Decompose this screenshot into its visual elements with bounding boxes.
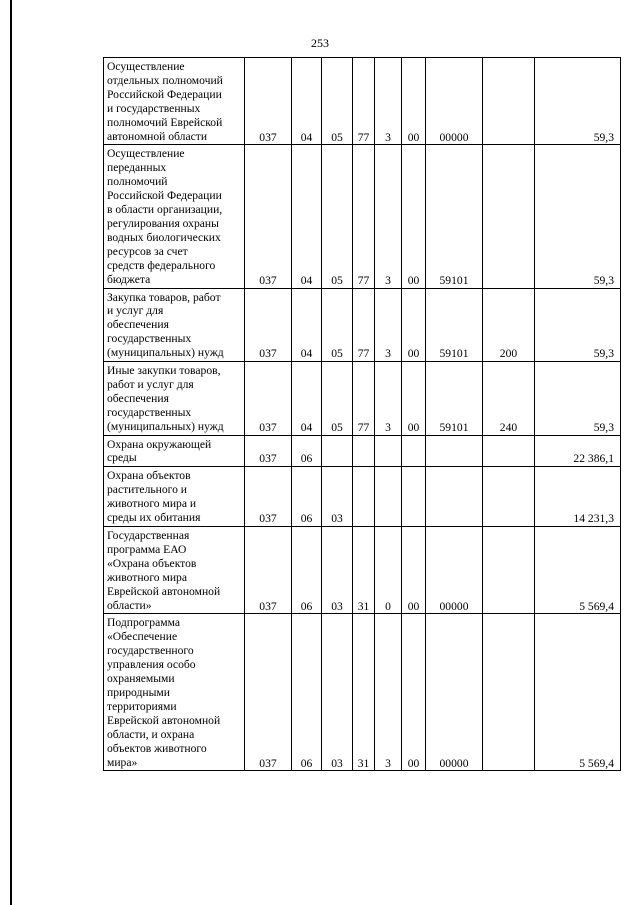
section-code-cell: 06 xyxy=(292,467,322,527)
event-code-cell: 00 xyxy=(402,145,426,288)
item-name-line: области, и охрана xyxy=(107,727,195,741)
expense-type-cell xyxy=(483,527,535,614)
table-row xyxy=(104,288,621,362)
item-name-cell xyxy=(104,145,245,288)
item-name-line: Иные закупки товаров, xyxy=(107,364,221,378)
ministry-code-cell: 037 xyxy=(245,362,292,436)
item-name-line: полномочий xyxy=(107,175,168,189)
item-name-line: средств федерального xyxy=(107,258,216,272)
subprogram-code-cell: 3 xyxy=(375,288,402,362)
item-name-line: работ и услуг для xyxy=(107,377,194,391)
item-name-line: Осуществление xyxy=(107,60,185,73)
subprogram-code-cell: 3 xyxy=(375,58,402,145)
amount-cell: 59,3 xyxy=(535,145,621,288)
item-name-line: Еврейской автономной xyxy=(107,713,221,727)
event-code-cell: 00 xyxy=(402,362,426,436)
item-name-line: среды xyxy=(107,451,137,465)
item-name-line: (муниципальных) нужд xyxy=(107,346,224,360)
item-name-line: управления особо xyxy=(107,658,196,672)
ministry-code-cell: 037 xyxy=(245,288,292,362)
table-row xyxy=(104,58,621,145)
item-name-line: объектов животного xyxy=(107,741,207,755)
event-code-cell: 00 xyxy=(402,527,426,614)
item-name-cell xyxy=(104,58,245,145)
subsection-code-cell: 03 xyxy=(322,467,353,527)
amount-cell: 14 231,3 xyxy=(535,467,621,527)
expense-type-cell xyxy=(483,435,535,467)
program-code-cell: 77 xyxy=(353,58,375,145)
item-name-line: регулирования охраны xyxy=(107,216,219,230)
subsection-code-cell: 03 xyxy=(322,614,353,771)
item-name-line: Охрана окружающей xyxy=(107,437,212,451)
section-code-cell: 04 xyxy=(292,145,322,288)
direction-code-cell xyxy=(426,435,483,467)
amount-cell: 59,3 xyxy=(535,362,621,436)
subsection-code-cell: 05 xyxy=(322,145,353,288)
subsection-code-cell xyxy=(322,435,353,467)
item-name-line: области» xyxy=(107,598,152,612)
subprogram-code-cell: 0 xyxy=(375,527,402,614)
subsection-code-cell: 05 xyxy=(322,362,353,436)
event-code-cell: 00 xyxy=(402,288,426,362)
item-name-line: территориями xyxy=(107,699,177,713)
item-name-line: отдельных полномочий xyxy=(107,73,223,87)
expense-type-cell xyxy=(483,145,535,288)
item-name-line: природными xyxy=(107,685,170,699)
section-code-cell: 06 xyxy=(292,614,322,771)
section-code-cell: 04 xyxy=(292,58,322,145)
item-name-line: животного мира и xyxy=(107,497,197,511)
item-name-line: Еврейской автономной xyxy=(107,584,221,598)
amount-cell: 59,3 xyxy=(535,288,621,362)
item-name-cell xyxy=(104,435,245,467)
program-code-cell: 31 xyxy=(353,527,375,614)
ministry-code-cell: 037 xyxy=(245,467,292,527)
event-code-cell xyxy=(402,435,426,467)
expense-type-cell: 240 xyxy=(483,362,535,436)
item-name-line: программа ЕАО xyxy=(107,542,187,556)
left-margin-rule xyxy=(10,0,12,905)
item-name-line: автономной области xyxy=(107,129,208,143)
table-row xyxy=(104,435,621,467)
program-code-cell: 77 xyxy=(353,362,375,436)
item-name-line: растительного и xyxy=(107,483,188,497)
item-name-line: обеспечения xyxy=(107,391,169,405)
budget-table xyxy=(103,57,621,771)
amount-cell: 5 569,4 xyxy=(535,614,621,771)
event-code-cell: 00 xyxy=(402,614,426,771)
program-code-cell: 31 xyxy=(353,614,375,771)
direction-code-cell: 59101 xyxy=(426,362,483,436)
ministry-code-cell: 037 xyxy=(245,614,292,771)
item-name-line: полномочий Еврейской xyxy=(107,115,223,129)
direction-code-cell: 00000 xyxy=(426,527,483,614)
item-name-cell xyxy=(104,467,245,527)
subsection-code-cell: 05 xyxy=(322,58,353,145)
item-name-line: охраняемыми xyxy=(107,672,175,686)
program-code-cell xyxy=(353,467,375,527)
item-name-line: в области организации, xyxy=(107,203,223,217)
table-row xyxy=(104,145,621,288)
ministry-code-cell: 037 xyxy=(245,527,292,614)
table-row xyxy=(104,362,621,436)
amount-cell: 5 569,4 xyxy=(535,527,621,614)
item-name-line: ресурсов за счет xyxy=(107,244,188,258)
program-code-cell xyxy=(353,435,375,467)
subprogram-code-cell: 3 xyxy=(375,614,402,771)
subsection-code-cell: 03 xyxy=(322,527,353,614)
section-code-cell: 06 xyxy=(292,527,322,614)
item-name-cell xyxy=(104,527,245,614)
amount-cell: 59,3 xyxy=(535,58,621,145)
item-name-line: «Обеспечение xyxy=(107,630,178,644)
item-name-cell xyxy=(104,614,245,771)
event-code-cell: 00 xyxy=(402,58,426,145)
item-name-line: Российской Федерации xyxy=(107,189,222,203)
table-row xyxy=(104,614,621,771)
direction-code-cell: 00000 xyxy=(426,58,483,145)
direction-code-cell: 59101 xyxy=(426,288,483,362)
item-name-line: мира» xyxy=(107,755,138,769)
page-number: 253 xyxy=(311,36,329,50)
section-code-cell: 04 xyxy=(292,288,322,362)
table-body xyxy=(104,58,621,771)
direction-code-cell: 59101 xyxy=(426,145,483,288)
expense-type-cell xyxy=(483,467,535,527)
item-name-line: водных биологических xyxy=(107,230,221,244)
expense-type-cell: 200 xyxy=(483,288,535,362)
subprogram-code-cell xyxy=(375,467,402,527)
item-name-line: «Охрана объектов xyxy=(107,556,197,570)
item-name-line: государственного xyxy=(107,644,194,658)
item-name-line: среды их обитания xyxy=(107,511,201,525)
item-name-cell xyxy=(104,362,245,436)
item-name-line: бюджета xyxy=(107,272,151,286)
item-name-line: Подпрограмма xyxy=(107,616,180,630)
direction-code-cell xyxy=(426,467,483,527)
ministry-code-cell: 037 xyxy=(245,145,292,288)
ministry-code-cell: 037 xyxy=(245,435,292,467)
program-code-cell: 77 xyxy=(353,288,375,362)
item-name-line: Российской Федерации xyxy=(107,87,222,101)
ministry-code-cell: 037 xyxy=(245,58,292,145)
section-code-cell: 06 xyxy=(292,435,322,467)
item-name-line: государственных xyxy=(107,405,192,419)
subprogram-code-cell: 3 xyxy=(375,145,402,288)
section-code-cell: 04 xyxy=(292,362,322,436)
item-name-line: Охрана объектов xyxy=(107,469,191,483)
item-name-line: Осуществление xyxy=(107,147,185,161)
item-name-line: государственных xyxy=(107,332,192,346)
subsection-code-cell: 05 xyxy=(322,288,353,362)
item-name-line: обеспечения xyxy=(107,318,169,332)
subprogram-code-cell: 3 xyxy=(375,362,402,436)
expense-type-cell xyxy=(483,58,535,145)
table-row xyxy=(104,467,621,527)
amount-cell: 22 386,1 xyxy=(535,435,621,467)
item-name-line: животного мира xyxy=(107,570,187,584)
direction-code-cell: 00000 xyxy=(426,614,483,771)
item-name-line: (муниципальных) нужд xyxy=(107,419,224,433)
event-code-cell xyxy=(402,467,426,527)
expense-type-cell xyxy=(483,614,535,771)
item-name-cell xyxy=(104,288,245,362)
item-name-line: и услуг для xyxy=(107,304,164,318)
item-name-line: переданных xyxy=(107,161,167,175)
item-name-line: Государственная xyxy=(107,529,190,542)
program-code-cell: 77 xyxy=(353,145,375,288)
item-name-line: и государственных xyxy=(107,101,201,115)
table-row xyxy=(104,527,621,614)
subprogram-code-cell xyxy=(375,435,402,467)
item-name-line: Закупка товаров, работ xyxy=(107,290,221,304)
